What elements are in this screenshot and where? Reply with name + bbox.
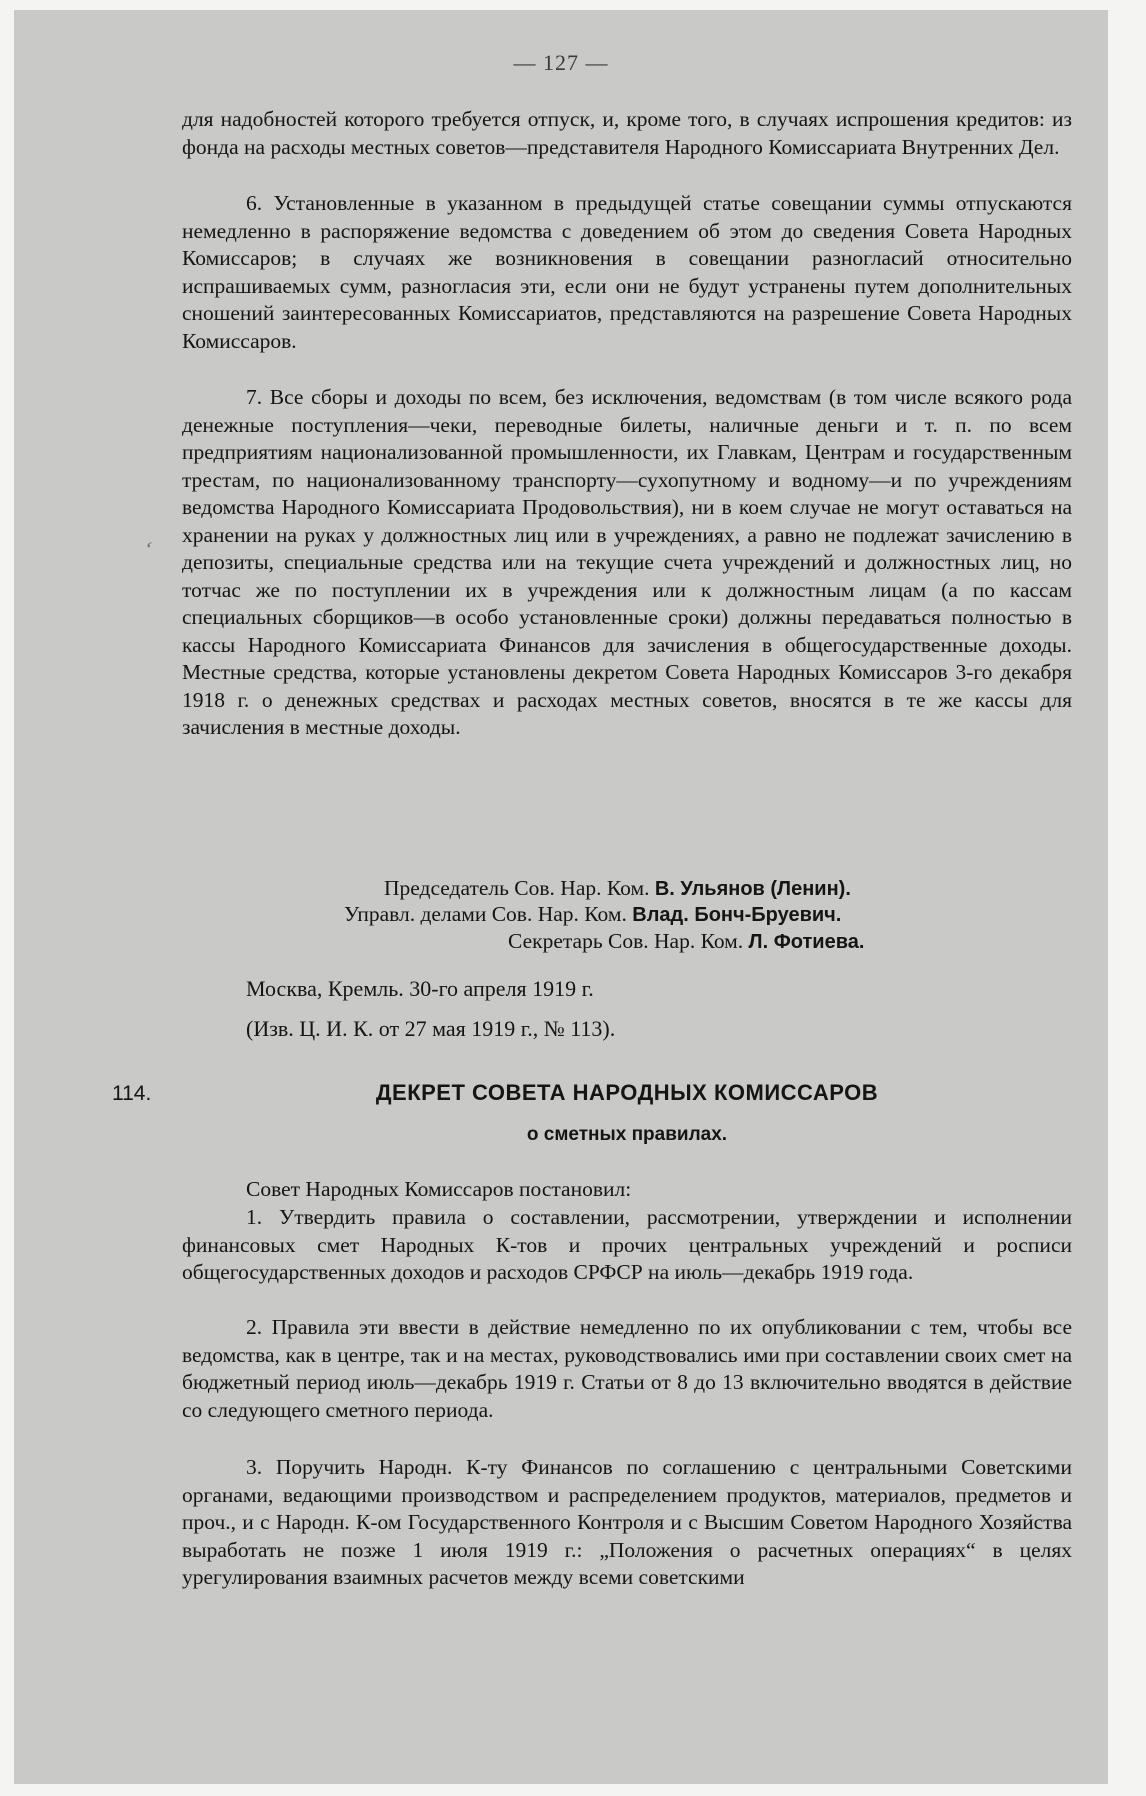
signature-role: Управл. делами Сов. Нар. Ком.	[344, 902, 627, 926]
decree-item-2	[182, 1314, 1072, 1424]
decree-item-1-text: 1. Утвердить правила о составлении, рассмотрении, утверждении и исполнении финансовых смет Народных К-тов и прочих центральных учреждений и росписи общегосударственных доходов и расходов СРФСР на июль—декабрь 1919 года.	[182, 1205, 1072, 1284]
decree-item-3-text: 3. Поручить Народн. К-ту Финансов по соглашению с центральными Советскими органами, ведающими производством и распределением продуктов, материалов, предметов и проч., и с Народн. К-ом Государственного Контроля и с Высшим Советом Народного Хозяйства выработать не позже 1 июля 1919 г.: „Положения о расчетных операциях“ в целях урегулирования взаимных расчетов между всеми советскими	[182, 1455, 1072, 1589]
page-number: — 127 —	[513, 50, 609, 75]
source-citation: (Изв. Ц. И. К. от 27 мая 1919 г., № 113).	[246, 1016, 616, 1041]
signature-secretary	[508, 929, 864, 954]
signature-chairman	[384, 876, 851, 901]
decree-number: 114.	[112, 1082, 152, 1105]
decree-subtitle: о сметных правилах.	[526, 1124, 728, 1145]
signature-role: Председатель Сов. Нар. Ком.	[384, 876, 650, 900]
continuation-paragraph: для надобностей которого требуется отпуск, и, кроме того, в случаях испрошения кредитов: из фонда на расходы местных советов—представителя Народного Комиссариата Внутренних Дел.	[182, 107, 1072, 159]
article-6-paragraph: 6. Установленные в указанном в предыдущей статье совещании суммы отпускаются немедленно в распоряжение ведомства с доведением об этом до сведения Совета Народных Комиссаров; в случаях же возникновения в совещании разногласий относительно испрашиваемых сумм, разногласия эти, если они не будут устранены путем дополнительных сношений заинтересованных Комиссариатов, представляются на разрешение Совета Народных Комиссаров.	[182, 191, 1072, 353]
decree-title: ДЕКРЕТ СОВЕТА НАРОДНЫХ КОМИССАРОВ	[375, 1080, 879, 1105]
article-6	[182, 190, 1072, 355]
decree-intro	[182, 1176, 1072, 1204]
signature-name: Л. Фотиева.	[748, 931, 865, 953]
signature-name: В. Ульянов (Ленин).	[654, 878, 851, 900]
signature-role: Секретарь Сов. Нар. Ком.	[508, 929, 744, 953]
decree-intro-text: Совет Народных Комиссаров постановил:	[246, 1177, 632, 1201]
decree-item-3	[182, 1454, 1072, 1592]
document-page	[14, 10, 1108, 1784]
place-date: Москва, Кремль. 30-го апреля 1919 г.	[246, 976, 594, 1001]
margin-mark-icon: ‘	[140, 535, 156, 562]
article-5-continuation	[182, 106, 1072, 161]
decree-item-2-text: 2. Правила эти ввести в действие немедленно по их опубликовании с тем, чтобы все ведомства, как в центре, так и на местах, руководствовались ими при составлении своих смет на бюджетный период июль—декабрь 1919 г. Статьи от 8 до 13 включительно вводятся в действие со следующего сметного периода.	[182, 1315, 1072, 1422]
article-7	[182, 384, 1072, 742]
signature-secretary-of-affairs	[344, 902, 841, 927]
decree-item-1	[182, 1204, 1072, 1287]
signature-name: Влад. Бонч-Бруевич.	[632, 904, 842, 926]
article-7-paragraph: 7. Все сборы и доходы по всем, без исключения, ведомствам (в том числе всякого рода денежные поступления—чеки, переводные билеты, наличные деньги и т. п. по всем предприятиям национализованной промышленности, их Главкам, Центрам и государственным трестам, по национализованному транспорту—сухопутному и водному—и по учреждениям ведомства Народного Комиссариата Продовольствия), ни в коем случае не могут оставаться на хранении на руках у должностных лиц или в учреждениях, а равно не подлежат зачислению в депозиты, специальные средства или на текущие счета учреждений и должностных лиц, но тотчас же по поступлении их в учреждения или к должностным лицам (а по кассам специальных сборщиков—в особо установленные сроки) должны передаваться полностью в кассы Народного Комиссариата Финансов для зачисления в общегосударственные доходы. Местные средства, которые установлены декретом Совета Народных Комиссаров 3-го декабря 1918 г. о денежных средствах и расходах местных советов, вносятся в те же кассы для зачисления в местные доходы.	[182, 385, 1072, 739]
